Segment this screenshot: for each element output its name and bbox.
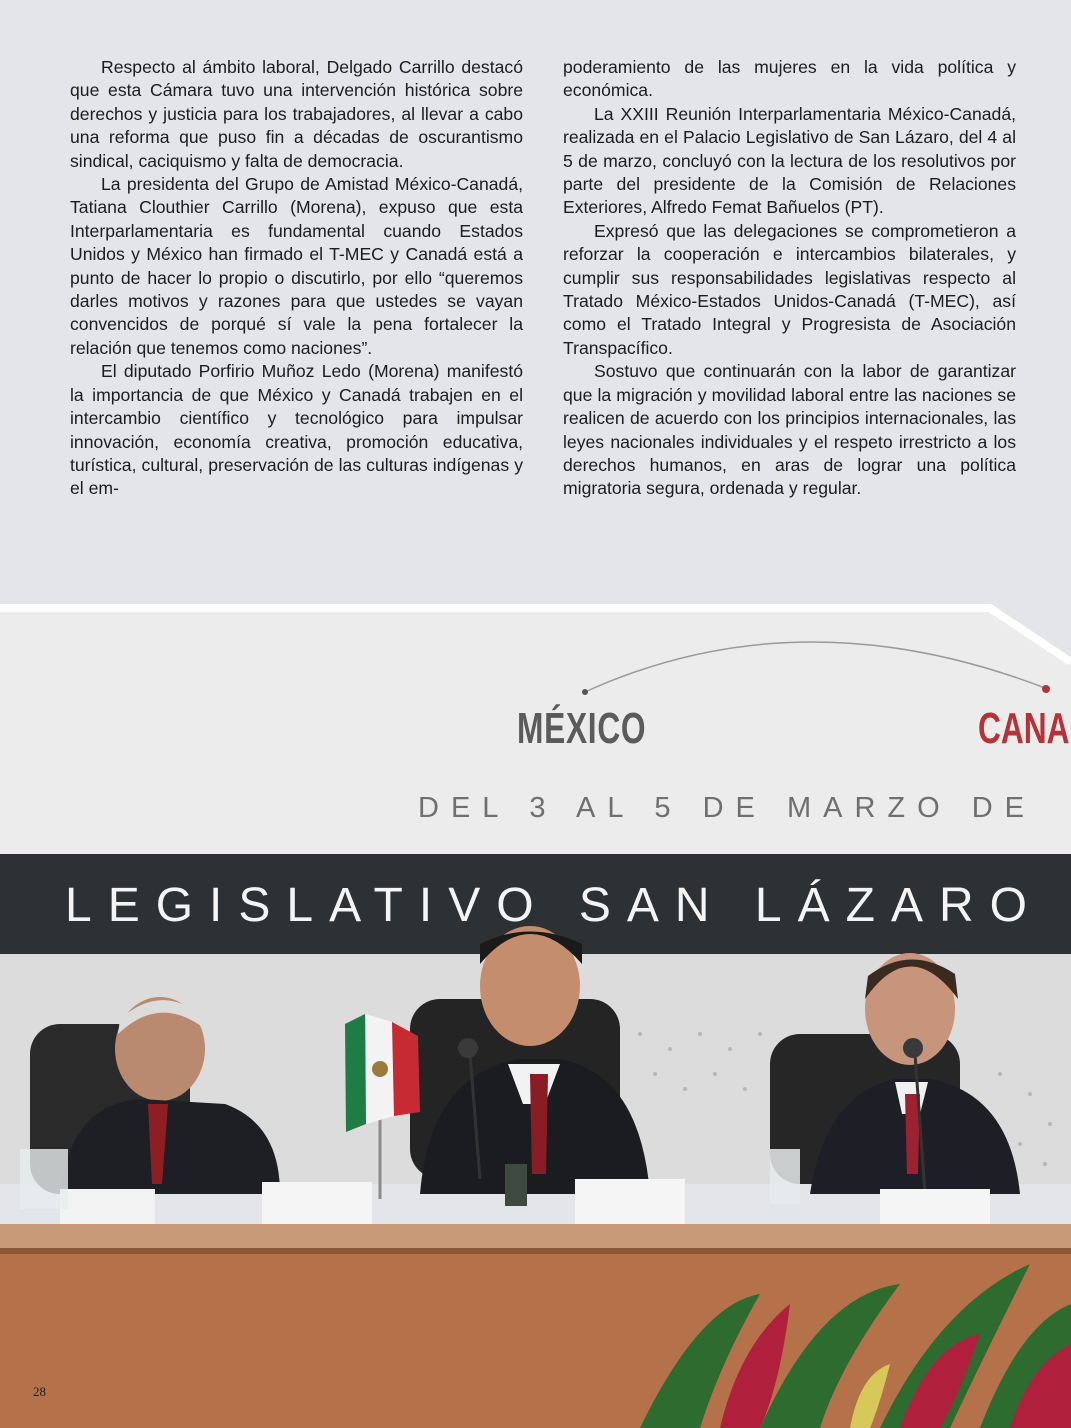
paragraph: La XXIII Reunión Interparlamentaria México-Canadá, realizada en el Palacio Legislativo de San Lázaro, del 4 al 5 de marzo, concluyó con la lectura de los resolutivos por parte del presidente de la Comisión de Relaciones Exteriores, Alfredo Femat Bañuelos (PT). <box>563 103 1016 218</box>
backdrop-canada-text: CANA <box>978 704 1070 753</box>
paragraph: Expresó que las delegaciones se comprometieron a reforzar la cooperación e intercambios bilaterales, y cumplir sus responsabilidades legislativas respecto al Tratado México-Estados Unidos-Canadá (T-MEC), así como el Tratado Integral y Progresista de Asociación Transpacífico. <box>563 220 1016 358</box>
paragraph: El diputado Porfirio Muñoz Ledo (Morena) manifestó la importancia de que México y Canadá trabajen en el intercambio científico y tecnológico para impulsar innovación, economía creativa, promoción educativa, turística, cultural, preservación de las culturas indígenas y el em- <box>70 361 523 499</box>
article-left-column <box>70 56 523 501</box>
backdrop-mexico-text: MÉXICO <box>517 704 647 753</box>
paragraph: La presidenta del Grupo de Amistad México-Canadá, Tatiana Clouthier Carrillo (Morena), expuso que esta Interparlamentaria es fundamental cuando Estados Unidos y México han firmado el T-MEC y Canadá está a punto de hacer lo propio o discutirlo, por ello “queremos darles motivos y razones para que ustedes se vayan convencidos de porqué sí vale la pena fortalecer la relación que tenemos como naciones”. <box>70 174 523 358</box>
event-photo <box>0 604 1071 1428</box>
paragraph: poderamiento de las mujeres en la vida política y económica. <box>563 57 1016 101</box>
paragraph: Respecto al ámbito laboral, Delgado Carrillo destacó que esta Cámara tuvo una intervención histórica sobre derechos y justicia para los trabajadores, al llevar a cabo una reforma que puso fin a décadas de oscurantismo sindical, caciquismo y falta de democracia. <box>70 57 523 171</box>
paragraph: Sostuvo que continuarán con la labor de garantizar que la migración y movilidad laboral entre las naciones se realicen de acuerdo con los principios internacionales, las leyes nacionales individuales y el respeto irrestricto a los derechos humanos, en aras de lograr una política migratoria segura, ordenada y regular. <box>563 361 1016 499</box>
backdrop-dates-text: DEL 3 AL 5 DE MARZO DE <box>418 792 1037 824</box>
banner-text: LEGISLATIVO SAN LÁZARO <box>65 879 1043 932</box>
page-number: 28 <box>33 1384 46 1399</box>
article-right-column <box>563 56 1016 501</box>
